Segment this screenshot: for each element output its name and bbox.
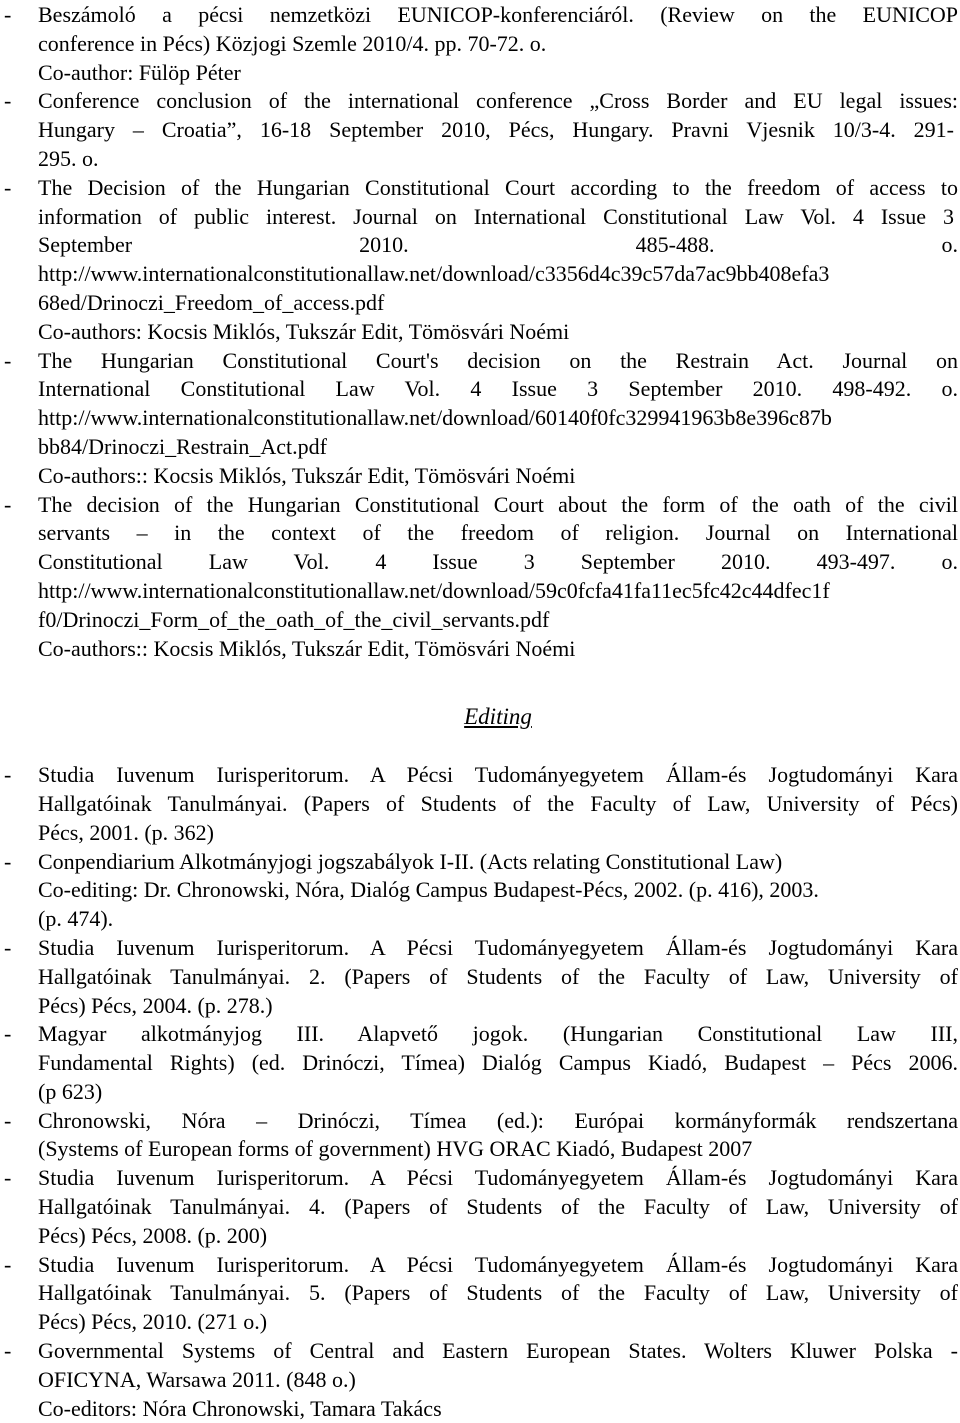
list-dash: -: [4, 934, 12, 960]
entry-line: The Decision of the Hungarian Constitutional Court according to the freedom of access to: [38, 174, 958, 200]
entry-line: Co-editing: Dr. Chronowski, Nóra, Dialóg Campus Budapest-Pécs, 2002. (p. 416), 2003.: [38, 877, 819, 903]
entry-line: Hallgatóinak Tanulmányai. 2. (Papers of Students of the Faculty of Law, University of: [38, 963, 958, 989]
publication-item: [0, 491, 958, 664]
list-dash: -: [4, 1251, 12, 1277]
list-dash: -: [4, 762, 12, 788]
editing-item: [0, 848, 958, 934]
entry-line: September 2010. 485-488. o.: [38, 232, 958, 258]
entry-line: (p. 474).: [38, 906, 114, 932]
list-dash: -: [4, 88, 12, 114]
publication-list: [0, 1, 958, 663]
list-dash: -: [4, 2, 12, 27]
entry-line: conference in Pécs) Közjogi Szemle 2010/4. pp. 70-72. o.: [38, 30, 547, 56]
entry-line: Co-editors: Nóra Chronowski, Tamara Takács: [38, 1395, 442, 1421]
publication-item: [0, 347, 958, 491]
list-dash: -: [4, 848, 12, 874]
entry-line: Hallgatóinak Tanulmányai. 5. (Papers of Students of the Faculty of Law, University of: [38, 1280, 958, 1306]
list-dash: -: [4, 1338, 12, 1364]
list-dash: -: [4, 1165, 12, 1191]
publication-item: [0, 174, 958, 347]
entry-url: f0/Drinoczi_Form_of_the_oath_of_the_civil_servants.pdf: [38, 606, 550, 632]
entry-coauthors: Co-authors:: Kocsis Miklós, Tukszár Edit, Tömösvári Noémi: [38, 462, 576, 488]
entry-line: Conference conclusion of the international conference „Cross Border and EU legal issues:: [38, 88, 958, 114]
entry-url: http://www.internationalconstitutionallaw.net/download/c3356d4c39c57da7ac9bb408efa3: [38, 261, 830, 287]
entry-line: Hallgatóinak Tanulmányai. 4. (Papers of Students of the Faculty of Law, University of: [38, 1194, 958, 1220]
entry-line: information of public interest. Journal on International Constitutional Law Vol. 4 Issue 3: [38, 203, 954, 229]
entry-line: Studia Iuvenum Iurisperitorum. A Pécsi Tudományegyetem Állam-és Jogtudományi Kara: [38, 934, 958, 960]
entry-line: Governmental Systems of Central and Eastern European States. Wolters Kluwer Polska -: [38, 1338, 958, 1364]
entry-line: Magyar alkotmányjog III. Alapvető jogok. (Hungarian Constitutional Law III,: [38, 1021, 958, 1047]
entry-line: International Constitutional Law Vol. 4 Issue 3 September 2010. 498-492. o.: [38, 376, 958, 402]
entry-line: Studia Iuvenum Iurisperitorum. A Pécsi Tudományegyetem Állam-és Jogtudományi Kara: [38, 762, 958, 788]
entry-line: The Hungarian Constitutional Court's decision on the Restrain Act. Journal on: [38, 347, 958, 373]
editing-item: [0, 1107, 958, 1165]
entry-line: Hallgatóinak Tanulmányai. (Papers of Students of the Faculty of Law, University of Pécs): [38, 790, 958, 816]
editing-item: [0, 1164, 958, 1250]
entry-line: Co-author: Fülöp Péter: [38, 59, 241, 85]
entry-line: Studia Iuvenum Iurisperitorum. A Pécsi Tudományegyetem Állam-és Jogtudományi Kara: [38, 1251, 958, 1277]
entry-line: servants – in the context of the freedom of religion. Journal on International: [38, 520, 958, 546]
entry-line: Hungary – Croatia”, 16-18 September 2010, Pécs, Hungary. Pravni Vjesnik 10/3-4. 291-: [38, 117, 954, 143]
list-dash: -: [4, 347, 12, 373]
entry-url: http://www.internationalconstitutionallaw.net/download/59c0fcfa41fa11ec5fc42c44dfec1f: [38, 577, 830, 603]
entry-url: bb84/Drinoczi_Restrain_Act.pdf: [38, 433, 327, 459]
entry-line: OFICYNA, Warsawa 2011. (848 o.): [38, 1366, 356, 1392]
entry-line: Studia Iuvenum Iurisperitorum. A Pécsi Tudományegyetem Állam-és Jogtudományi Kara: [38, 1165, 958, 1191]
section-heading-editing: Editing: [464, 704, 532, 730]
publication-item: [0, 87, 958, 173]
list-dash: -: [4, 491, 12, 517]
document-page: [0, 1, 958, 1423]
editing-item: [0, 1251, 958, 1337]
entry-line: Constitutional Law Vol. 4 Issue 3 September 2010. 493-497. o.: [38, 549, 958, 575]
list-dash: -: [4, 174, 12, 200]
editing-item: [0, 1020, 958, 1106]
entry-url: 68ed/Drinoczi_Freedom_of_access.pdf: [38, 289, 385, 315]
entry-line: The decision of the Hungarian Constitutional Court about the form of the oath of the civil: [38, 491, 958, 517]
entry-line: Pécs) Pécs, 2010. (271 o.): [38, 1309, 268, 1335]
entry-line: Chronowski, Nóra – Drinóczi, Tímea (ed.): Európai kormányformák rendszertana: [38, 1107, 958, 1133]
entry-coauthors: Co-authors:: Kocsis Miklós, Tukszár Edit, Tömösvári Noémi: [38, 635, 576, 661]
entry-line: (p 623): [38, 1078, 103, 1104]
list-dash: -: [4, 1107, 12, 1133]
entry-line: Pécs, 2001. (p. 362): [38, 819, 214, 845]
entry-line: Beszámoló a pécsi nemzetközi EUNICOP-konferenciáról. (Review on the EUNICOP: [38, 2, 958, 27]
publication-item: [0, 1, 958, 87]
entry-coauthors: Co-authors: Kocsis Miklós, Tukszár Edit, Tömösvári Noémi: [38, 318, 570, 344]
entry-line: (Systems of European forms of government) HVG ORAC Kiadó, Budapest 2007: [38, 1136, 753, 1162]
entry-line: 295. o.: [38, 145, 99, 171]
entry-line: Pécs) Pécs, 2004. (p. 278.): [38, 992, 273, 1018]
editing-list: [0, 761, 958, 1423]
entry-line: Pécs) Pécs, 2008. (p. 200): [38, 1222, 268, 1248]
editing-item: [0, 934, 958, 1020]
entry-url: http://www.internationalconstitutionallaw.net/download/60140f0fc329941963b8e396c87b: [38, 405, 832, 431]
editing-item: [0, 761, 958, 847]
entry-line: Fundamental Rights) (ed. Drinóczi, Tímea) Dialóg Campus Kiadó, Budapest – Pécs 2006.: [38, 1050, 958, 1076]
editing-item: [0, 1337, 958, 1423]
list-dash: -: [4, 1021, 12, 1047]
entry-line: Conpendiarium Alkotmányjogi jogszabályok I-II. (Acts relating Constitutional Law): [38, 848, 783, 874]
